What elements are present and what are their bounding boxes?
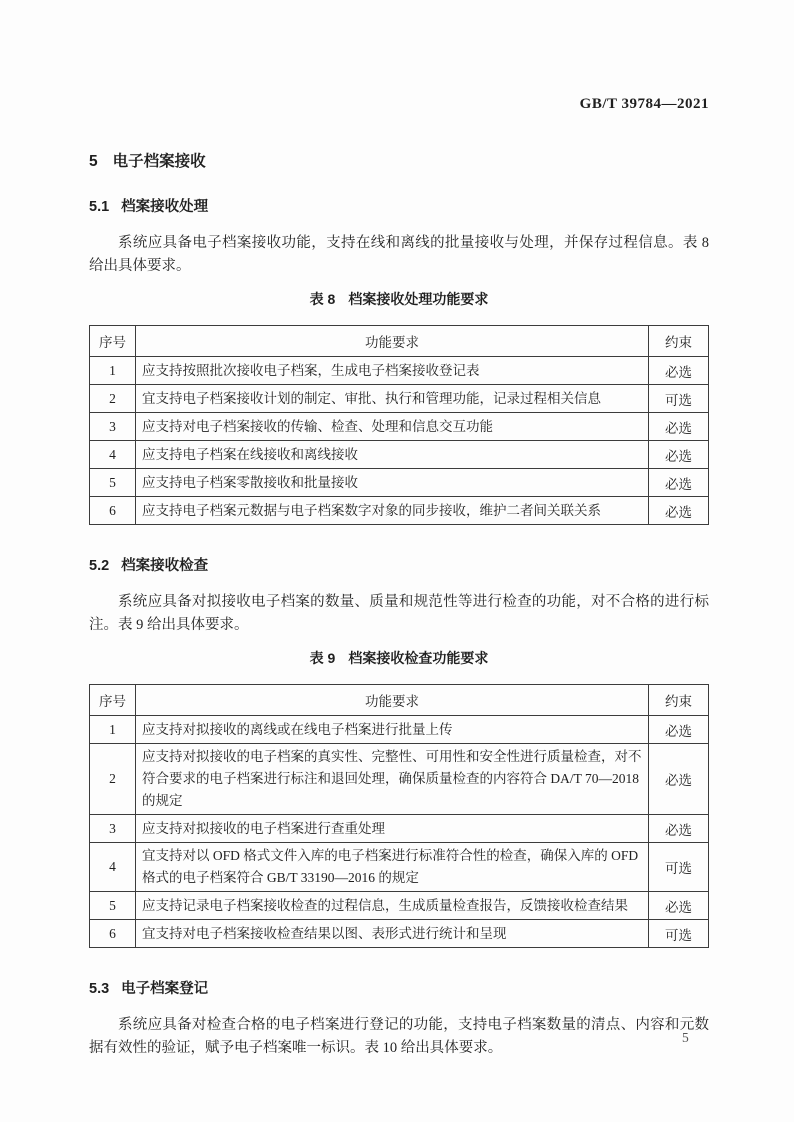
table-row [90, 843, 709, 892]
section-5-1-number: 5.1 [89, 199, 110, 215]
row-constraint: 必选 [649, 413, 709, 441]
table-row [90, 357, 709, 385]
row-requirement: 宜支持对电子档案接收检查结果以图、表形式进行统计和呈现 [136, 920, 649, 948]
table-8-col-constraint: 约束 [649, 326, 709, 357]
row-requirement: 应支持对拟接收的离线或在线电子档案进行批量上传 [136, 716, 649, 744]
section-5-1-title: 档案接收处理 [121, 199, 209, 215]
row-requirement: 应支持对拟接收的电子档案进行查重处理 [136, 815, 649, 843]
row-no: 6 [90, 497, 136, 525]
section-5-title: 电子档案接收 [112, 153, 206, 170]
section-5-3-heading [89, 977, 709, 998]
section-5-heading [89, 149, 709, 171]
row-no: 6 [90, 920, 136, 948]
section-5-1-heading [89, 195, 709, 216]
row-requirement: 宜支持电子档案接收计划的制定、审批、执行和管理功能，记录过程相关信息 [136, 385, 649, 413]
section-5-3-paragraph: 系统应具备对检查合格的电子档案进行登记的功能，支持电子档案数量的清点、内容和元数据有效性的验证，赋予电子档案唯一标识。表 10 给出具体要求。 [89, 1017, 709, 1056]
section-5-2-paragraph: 系统应具备对拟接收电子档案的数量、质量和规范性等进行检查的功能，对不合格的进行标注。表 9 给出具体要求。 [89, 594, 709, 633]
row-no: 3 [90, 413, 136, 441]
row-requirement: 应支持记录电子档案接收检查的过程信息，生成质量检查报告，反馈接收检查结果 [136, 892, 649, 920]
table-row [90, 413, 709, 441]
table-9-caption-label: 表 9 [309, 650, 336, 666]
row-no: 4 [90, 843, 136, 892]
row-no: 5 [90, 469, 136, 497]
table-9-col-no: 序号 [90, 685, 136, 716]
row-constraint: 可选 [649, 920, 709, 948]
page-content [89, 0, 709, 1060]
row-no: 1 [90, 357, 136, 385]
table-9-caption [89, 648, 709, 668]
table-9-header-row [90, 685, 709, 716]
row-no: 4 [90, 441, 136, 469]
row-constraint: 必选 [649, 357, 709, 385]
table-8-caption [89, 289, 709, 309]
section-5-2-title: 档案接收检查 [121, 558, 209, 574]
table-row [90, 744, 709, 815]
table-9-caption-title: 档案接收检查功能要求 [348, 650, 489, 666]
row-constraint: 必选 [649, 441, 709, 469]
row-constraint: 必选 [649, 815, 709, 843]
table-8-caption-title: 档案接收处理功能要求 [348, 291, 489, 307]
section-5-2-number: 5.2 [89, 558, 110, 574]
standard-number: GB/T 39784—2021 [579, 96, 709, 112]
table-8 [89, 325, 709, 525]
row-constraint: 可选 [649, 385, 709, 413]
table-row [90, 441, 709, 469]
row-requirement: 应支持按照批次接收电子档案，生成电子档案接收登记表 [136, 357, 649, 385]
table-row [90, 716, 709, 744]
row-no: 3 [90, 815, 136, 843]
row-constraint: 可选 [649, 843, 709, 892]
row-constraint: 必选 [649, 497, 709, 525]
page-number: 5 [682, 1030, 689, 1045]
table-row [90, 892, 709, 920]
section-5-3-number: 5.3 [89, 981, 110, 997]
section-5-1-paragraph: 系统应具备电子档案接收功能，支持在线和离线的批量接收与处理，并保存过程信息。表 8 给出具体要求。 [89, 235, 709, 274]
table-8-col-requirement: 功能要求 [136, 326, 649, 357]
table-8-col-no: 序号 [90, 326, 136, 357]
row-requirement: 应支持对电子档案接收的传输、检查、处理和信息交互功能 [136, 413, 649, 441]
row-no: 1 [90, 716, 136, 744]
row-requirement: 应支持电子档案在线接收和离线接收 [136, 441, 649, 469]
row-requirement: 应支持电子档案元数据与电子档案数字对象的同步接收，维护二者间关联关系 [136, 497, 649, 525]
row-no: 2 [90, 744, 136, 815]
row-constraint: 必选 [649, 744, 709, 815]
row-constraint: 必选 [649, 892, 709, 920]
section-5-number: 5 [89, 153, 98, 170]
table-row [90, 385, 709, 413]
row-no: 5 [90, 892, 136, 920]
section-5-3-title: 电子档案登记 [121, 981, 209, 997]
section-5-2-heading [89, 554, 709, 575]
table-row [90, 497, 709, 525]
table-9 [89, 684, 709, 948]
row-requirement: 宜支持对以 OFD 格式文件入库的电子档案进行标准符合性的检查，确保入库的 OFD 格式的电子档案符合 GB/T 33190—2016 的规定 [136, 843, 649, 892]
table-8-header-row [90, 326, 709, 357]
row-requirement: 应支持对拟接收的电子档案的真实性、完整性、可用性和安全性进行质量检查，对不符合要求的电子档案进行标注和退回处理，确保质量检查的内容符合 DA/T 70—2018 的规定 [136, 744, 649, 815]
table-row [90, 815, 709, 843]
row-no: 2 [90, 385, 136, 413]
table-9-col-requirement: 功能要求 [136, 685, 649, 716]
row-constraint: 必选 [649, 469, 709, 497]
table-9-col-constraint: 约束 [649, 685, 709, 716]
table-row [90, 469, 709, 497]
table-row [90, 920, 709, 948]
table-8-caption-label: 表 8 [309, 291, 336, 307]
row-constraint: 必选 [649, 716, 709, 744]
row-requirement: 应支持电子档案零散接收和批量接收 [136, 469, 649, 497]
